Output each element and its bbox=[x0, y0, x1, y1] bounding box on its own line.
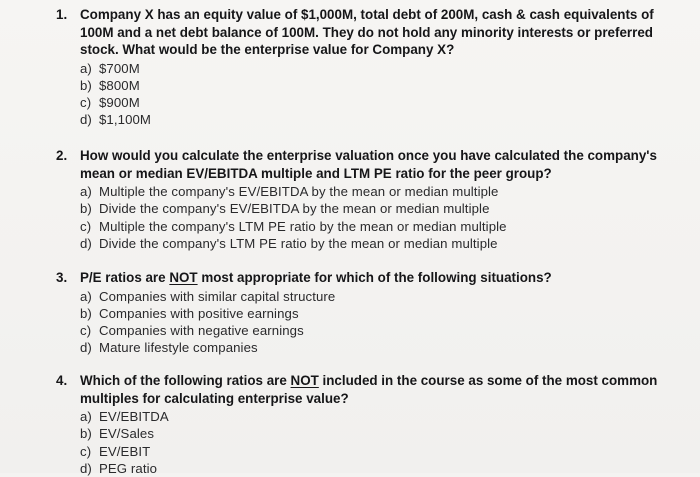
option-text: PEG ratio bbox=[99, 460, 158, 476]
option-text: Divide the company's EV/EBITDA by the mean or median multiple bbox=[99, 201, 490, 217]
option-text: Mature lifestyle companies bbox=[99, 340, 258, 356]
option-letter: a) bbox=[80, 184, 92, 200]
options-list bbox=[46, 288, 686, 357]
option-letter: c) bbox=[80, 443, 92, 459]
option-letter: d) bbox=[80, 235, 92, 251]
option-letter: d) bbox=[80, 340, 92, 356]
question-3 bbox=[46, 269, 686, 356]
option-c bbox=[80, 443, 686, 460]
option-a bbox=[80, 60, 686, 77]
option-letter: a) bbox=[80, 409, 92, 425]
option-text: Divide the company's LTM PE ratio by the mean or median multiple bbox=[99, 235, 498, 251]
option-d bbox=[80, 339, 686, 356]
option-text: Companies with negative earnings bbox=[99, 323, 304, 338]
question-text-after: included in the course as some of the most common multiples for calculating enterprise value? bbox=[80, 373, 658, 406]
option-text: Companies with similar capital structure bbox=[99, 288, 336, 304]
option-letter: c) bbox=[80, 95, 92, 111]
option-letter: b) bbox=[80, 201, 92, 217]
option-c bbox=[80, 322, 686, 339]
option-text: EV/EBIT bbox=[99, 443, 151, 459]
emphasis-not: NOT bbox=[290, 373, 319, 388]
question-1 bbox=[46, 6, 686, 129]
option-b bbox=[80, 200, 686, 217]
question-number: 3. bbox=[56, 270, 68, 285]
option-letter: a) bbox=[80, 288, 92, 304]
option-b bbox=[80, 305, 686, 322]
option-d bbox=[80, 235, 686, 252]
options-list bbox=[46, 183, 686, 252]
option-letter: b) bbox=[80, 77, 92, 93]
option-b bbox=[80, 77, 686, 94]
option-text: $1,100M bbox=[99, 112, 152, 128]
option-a bbox=[80, 288, 686, 305]
option-letter: d) bbox=[80, 460, 92, 476]
question-4 bbox=[46, 372, 686, 477]
option-letter: a) bbox=[80, 60, 92, 76]
question-2 bbox=[46, 147, 686, 252]
option-b bbox=[80, 425, 686, 442]
option-c bbox=[80, 218, 686, 235]
option-letter: b) bbox=[80, 305, 92, 321]
question-text: Company X has an equity value of $1,000M, total debt of 200M, cash & cash equivalents of 100M and a net debt balance of 100M. They do not hold any minority interests or preferred stock. What would be the enterprise value for Company X? bbox=[80, 7, 654, 58]
question-3-prompt bbox=[46, 269, 686, 287]
option-d bbox=[80, 460, 686, 477]
question-text-before: P/E ratios are bbox=[80, 270, 170, 285]
option-text: Companies with positive earnings bbox=[99, 305, 299, 321]
option-d bbox=[80, 111, 686, 128]
question-number: 4. bbox=[56, 373, 68, 388]
option-text: $700M bbox=[99, 60, 140, 76]
question-number: 1. bbox=[56, 7, 68, 22]
question-1-prompt bbox=[46, 6, 686, 59]
option-c bbox=[80, 94, 686, 111]
option-text: Multiple the company's LTM PE ratio by the mean or median multiple bbox=[99, 218, 507, 234]
question-number: 2. bbox=[56, 148, 68, 163]
option-text: $900M bbox=[99, 95, 140, 111]
option-letter: c) bbox=[80, 218, 92, 234]
option-text: $800M bbox=[99, 77, 140, 93]
option-text: Multiple the company's EV/EBITDA by the mean or median multiple bbox=[99, 184, 499, 200]
option-text: EV/EBITDA bbox=[99, 409, 169, 425]
question-text: How would you calculate the enterprise valuation once you have calculated the company's mean or median EV/EBITDA multiple and LTM PE ratio for the peer group? bbox=[80, 148, 657, 181]
option-letter: d) bbox=[80, 112, 92, 128]
question-2-prompt bbox=[46, 147, 686, 182]
options-list bbox=[46, 408, 686, 477]
option-text: EV/Sales bbox=[99, 426, 155, 442]
emphasis-not: NOT bbox=[169, 270, 198, 285]
options-list bbox=[46, 60, 686, 129]
question-4-prompt bbox=[46, 372, 686, 407]
option-a bbox=[80, 183, 686, 200]
question-text-before: Which of the following ratios are bbox=[80, 373, 291, 388]
question-text-after: most appropriate for which of the following situations? bbox=[197, 270, 552, 285]
option-letter: b) bbox=[80, 426, 92, 442]
option-letter: c) bbox=[80, 323, 92, 338]
option-a bbox=[80, 408, 686, 425]
